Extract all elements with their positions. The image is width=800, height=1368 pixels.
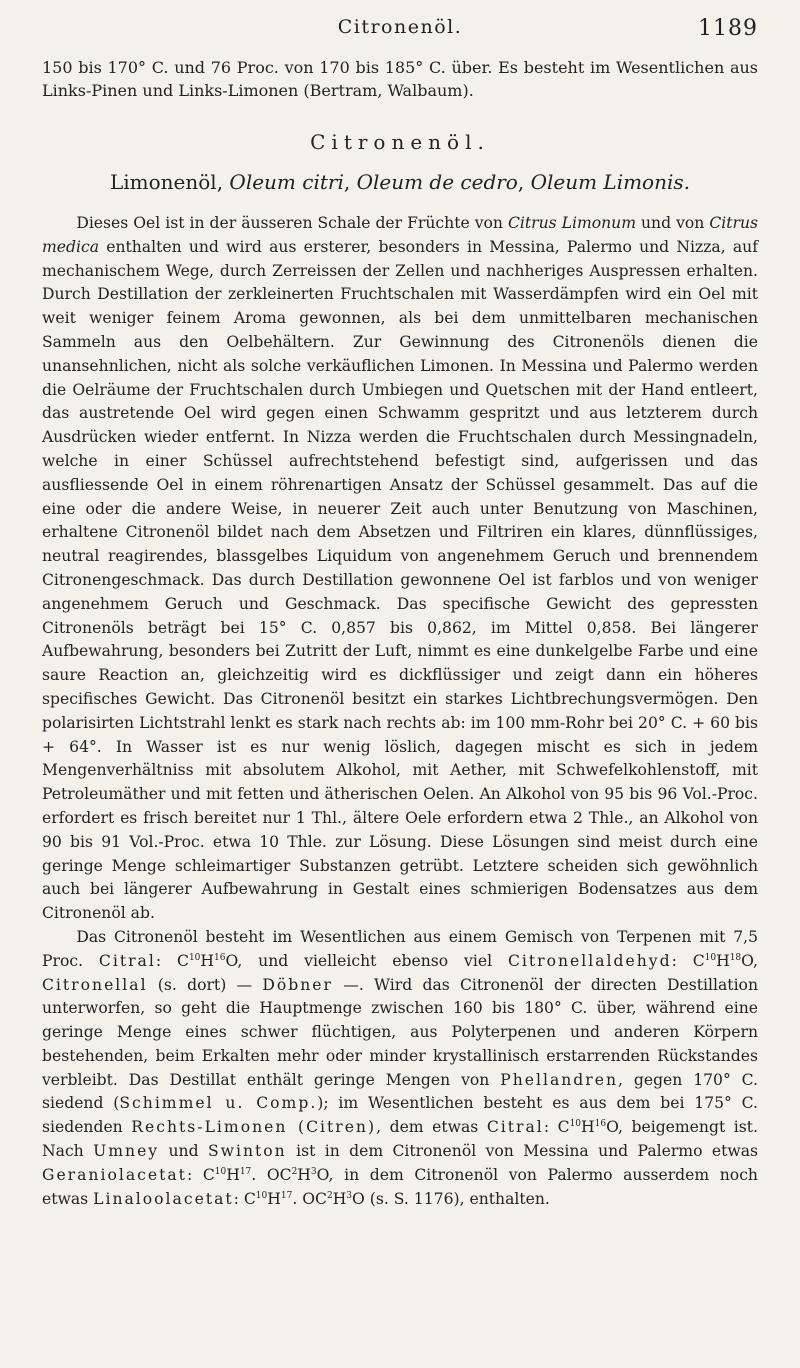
- paragraph-1: Dieses Oel ist in der äusseren Schale der Früchte von Citrus Limonum und von Citrus medica enthalten und wird aus ersterer, besonders in Messina, Palermo und Nizza, auf mechanischem Wege, durch Zerreissen der Zellen und nachheriges Auspressen erhalten. Durch Destillation der zerkleinerten Fruchtschalen mit Wasserdämpfen wird ein Oel mit weit weniger feinem Aroma gewonnen, als bei dem unmittelbaren mechanischen Sammeln aus den Oelbehältern. Zur Gewinnung des Citronenöls dienen die unansehnlichen, nicht als solche verkäuflichen Limonen. In Messina und Palermo werden die Oelräume der Fruchtschalen durch Umbiegen und Quetschen mit der Hand entleert, das austretende Oel wird gegen einen Schwamm gespritzt und aus letzterem durch Ausdrücken wieder entfernt. In Nizza werden die Fruchtschalen durch Messingnadeln, welche in einer Schüssel aufrechtstehend befestigt sind, aufgerissen und das ausfliessende Oel in einem röhrenartigen Ansatz der Schüssel gesammelt. Das auf die eine oder die andere Weise, in neuerer Zeit auch unter Benutzung von Maschinen, erhaltene Citronenöl bildet nach dem Absetzen und Filtriren ein klares, dünnflüssiges, neutral reagirendes, blassgelbes Liquidum von angenehmem Geruch und brennendem Citronengeschmack. Das durch Destillation gewonnene Oel ist farblos und von weniger angenehmem Geruch und Geschmack. Das specifische Gewicht des gepressten Citronenöls beträgt bei 15° C. 0,857 bis 0,862, im Mittel 0,858. Bei längerer Aufbewahrung, besonders bei Zutritt der Luft, nimmt es eine dunkelgelbe Farbe und eine saure Reaction an, gleichzeitig wird es dickflüssiger und zeigt dann ein höheres specifisches Gewicht. Das Citronenöl besitzt ein starkes Lichtbrechungsvermögen. Den polarisirten Lichtstrahl lenkt es stark nach rechts ab: im 100 mm-Rohr bei 20° C. + 60 bis + 64°. In Wasser ist es nur wenig löslich, dagegen mischt es sich in jedem Mengenverhältniss mit absolutem Alkohol, mit Aether, mit Schwefelkohlenstoff, mit Petroleumäther und mit fetten und ätherischen Oelen. An Alkohol von 95 bis 96 Vol.-Proc. erfordert es frisch bereitet nur 1 Thl., ältere Oele erfordern etwa 2 Thle., an Alkohol von 90 bis 91 Vol.-Proc. etwa 10 Thle. zur Lösung. Diese Lösungen sind meist durch eine geringe Menge schleimartiger Substanzen getrübt. Letztere scheiden sich gewöhnlich auch bei längerer Aufbewahrung in Gestalt eines schmierigen Bodensatzes aus dem Citronenöl ab.: [42, 214, 758, 923]
- synonym-plain: Limonenöl,: [109, 170, 230, 194]
- synonym-oleum-limonis: Oleum Limonis.: [530, 170, 690, 194]
- species-citrus-medica: Citrus medica: [42, 214, 758, 256]
- term-geraniolacetat: Geraniolacetat: [42, 1165, 187, 1184]
- author-doebner: Döbner: [262, 975, 333, 994]
- term-citronellal: Citronellal: [42, 975, 148, 994]
- page-number: 1189: [698, 16, 758, 41]
- species-citrus-limonum: Citrus Limonum: [507, 214, 637, 232]
- author-umney: Umney: [93, 1142, 160, 1161]
- running-title: Citronenöl.: [337, 16, 463, 38]
- body-text: [42, 212, 758, 1211]
- intro-paragraph: 150 bis 170° C. und 76 Proc. von 170 bis 185° C. über. Es besteht im Wesentlichen aus Links-Pinen und Links-Limonen (Bertram, Walbaum).: [42, 58, 758, 100]
- term-citronellaldehyd: Citronellaldehyd: [507, 951, 672, 970]
- synonyms-line: Limonenöl, Oleum citri, Oleum de cedro, Oleum Limonis.: [109, 170, 690, 194]
- author-swinton: Swinton: [207, 1142, 287, 1161]
- term-linaloolacetat: Linaloolacetat: [93, 1189, 234, 1208]
- section-heading: Citronenöl.: [310, 130, 490, 154]
- paragraph-2: Das Citronenöl besteht im Wesentlichen aus einem Gemisch von Terpenen mit 7,5 Proc. Citral: $C^{10}H^{16}O$, und vielleicht ebenso viel Citronellaldehyd: $C^{10}H^{18}O$, Citronellal (s. dort) — Döbner —. Wird das Citronenöl der directen Destillation unterworfen, so geht die Hauptmenge zwischen 160 bis 180° C. über, während eine geringe Menge eines schwer flüchtigen, aus Polyterpenen und anderen Körpern bestehenden, beim Erkalten mehr oder minder krystallinisch erstarrenden Rückstandes verbleibt. Das Destillat enthält geringe Mengen von Phellandren, gegen 170° C. siedend (Schimmel u. Comp.); im Wesentlichen besteht es aus dem bei 175° C. siedenden Rechts-Limonen (Citren), dem etwas Citral: $C^{10}H^{16}O$, beigemengt ist. Nach Umney und Swinton ist in dem Citronenöl von Messina und Palermo etwas Geraniolacetat: $C^{10}H^{17}$. $OC^2H^3O$, in dem Citronenöl von Palermo ausserdem noch etwas Linaloolacetat: $C^{10}H^{17}$. $OC^2H^3O$ (s. S. 1176), enthalten.: [42, 927, 758, 1208]
- term-citral-2: Citral: [486, 1118, 544, 1137]
- synonym-oleum-citri: Oleum citri: [229, 170, 344, 194]
- term-citral: Citral: [98, 951, 156, 970]
- author-schimmel: Schimmel u. Comp.: [119, 1094, 318, 1113]
- synonym-oleum-de-cedro: Oleum de cedro: [356, 170, 518, 194]
- term-rechts-limonen: Rechts-Limonen (Citren): [131, 1118, 377, 1137]
- running-head: [42, 16, 758, 46]
- term-phellandren: Phellandren: [500, 1070, 619, 1089]
